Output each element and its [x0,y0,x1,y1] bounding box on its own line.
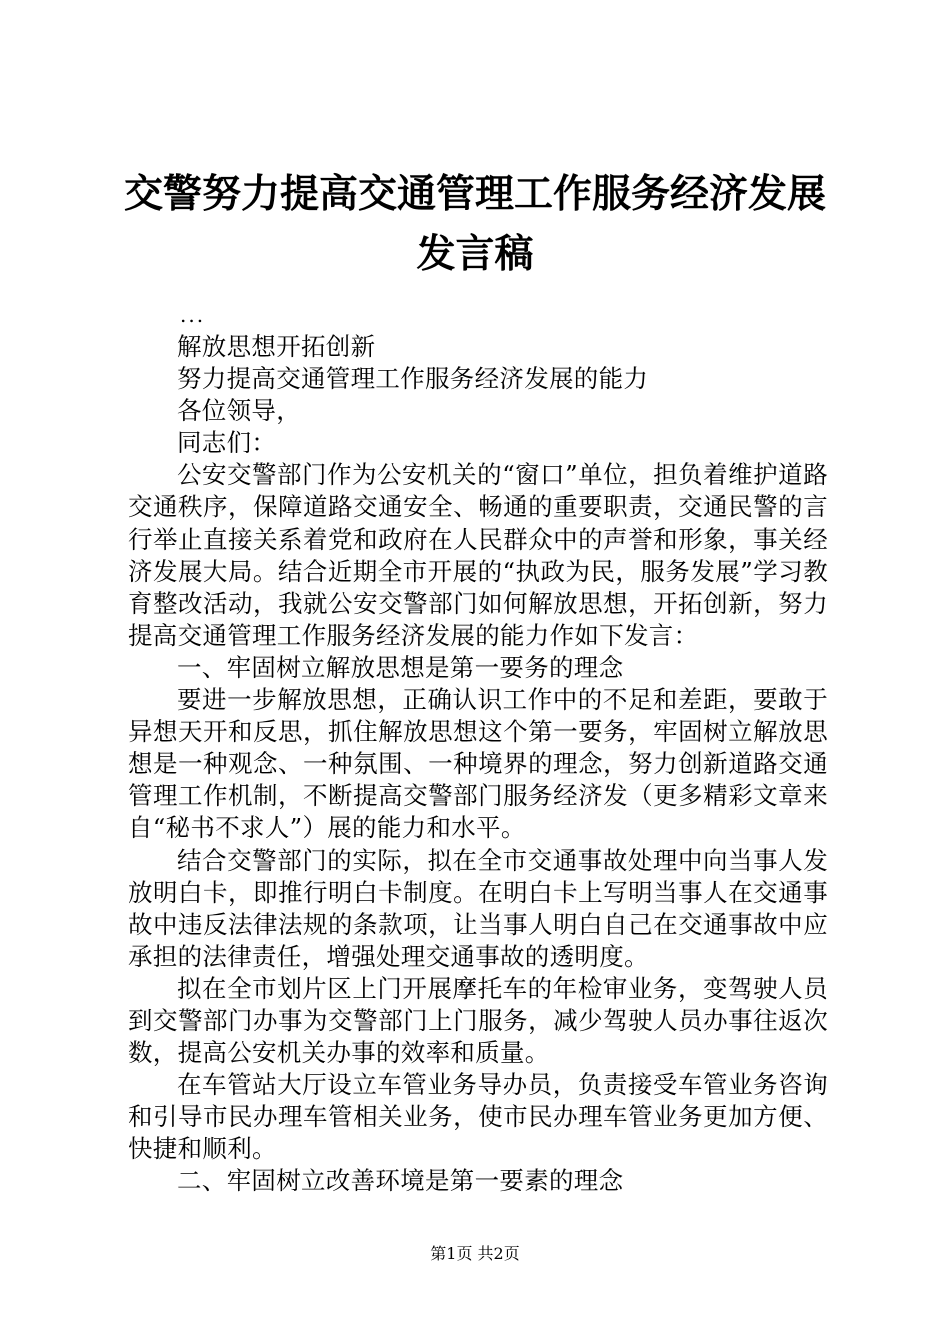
body-paragraph: 各位领导， [177,396,301,426]
ellipsis-mark: ... [180,303,206,327]
section-heading: 二、牢固树立改善环境是第一要素的理念 [177,1166,624,1196]
body-paragraph: 拟在全市划片区上门开展摩托车的年检审业务，变驾驶人员到交警部门办事为交警部门上门服务，减少驾驶人员办事往返次数，提高公安机关办事的效率和质量。 [128,973,828,1068]
body-paragraph: 公安交警部门作为公安机关的“窗口”单位，担负着维护道路交通秩序，保障道路交通安全、畅通的重要职责，交通民警的言行举止直接关系着党和政府在人民群众中的声誉和形象，事关经济发展大局。结合近期全市开展的“执政为民，服务发展”学习教育整改活动，我就公安交警部门如何解放思想，开拓创新，努力提高交通管理工作服务经济发展的能力作如下发言： [128,460,828,650]
document-body [128,331,828,1198]
section-heading: 一、牢固树立解放思想是第一要务的理念 [177,652,624,682]
body-paragraph: 同志们： [177,428,277,458]
body-paragraph: 在车管站大厅设立车管业务导办员，负责接受车管业务咨询和引导市民办理车管相关业务，使市民办理车管业务更加方便、快捷和顺利。 [128,1070,828,1164]
page-title: 交警努力提高交通管理工作服务经济发展发言稿 [123,172,826,277]
body-paragraph: 解放思想开拓创新 [177,332,376,361]
body-paragraph: 要进一步解放思想，正确认识工作中的不足和差距，要敢于异想天开和反思，抓住解放思想这个第一要务，牢固树立解放思想是一种观念、一种氛围、一种境界的理念，努力创新道路交通管理工作机制，不断提高交警部门服务经济发（更多精彩文章来自“秘书不求人”）展的能力和水平。 [128,685,828,843]
body-paragraph: 结合交警部门的实际，拟在全市交通事故处理中向当事人发放明白卡，即推行明白卡制度。在明白卡上写明当事人在交通事故中违反法律法规的条款项，让当事人明白自己在交通事故中应承担的法律责任，增强处理交通事故的透明度。 [128,845,828,971]
body-paragraph: 努力提高交通管理工作服务经济发展的能力 [177,364,649,394]
page-footer: 第1页 共2页 [430,1244,520,1263]
